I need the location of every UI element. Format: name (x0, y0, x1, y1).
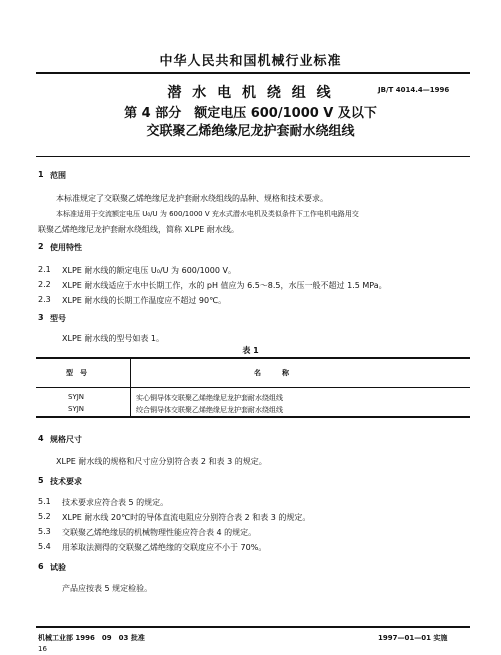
header-rule (36, 72, 470, 74)
clause-5-4-number: 5.4 (38, 542, 51, 551)
section-2-number: 2 (38, 242, 44, 251)
section-3-heading: 型号 (50, 314, 66, 323)
clause-5-2-text: XLPE 耐水线 20℃时的导体直流电阻应分别符合表 2 和表 3 的规定。 (62, 513, 311, 522)
clause-5-1-number: 5.1 (38, 497, 51, 506)
clause-5-3-number: 5.3 (38, 527, 51, 536)
clause-5-4-text: 用苯取法测得的交联聚乙烯绝缘的交联度应不小于 70%。 (62, 543, 267, 552)
section-4-heading: 规格尺寸 (50, 435, 82, 444)
clause-2-3-number: 2.3 (38, 295, 51, 304)
section-1-number: 1 (38, 170, 44, 179)
document-title-line2: 第 4 部分 额定电压 600/1000 V 及以下 (124, 106, 377, 121)
table-row-2-model: SYJN (68, 405, 85, 413)
table-header-name: 名 称 (254, 369, 289, 377)
approval-date: 机械工业部 1996 09 03 批准 (38, 634, 145, 642)
clause-5-2-number: 5.2 (38, 512, 51, 521)
title-rule (36, 156, 470, 157)
table-bottom-rule (36, 416, 470, 418)
implementation-date: 1997—01—01 实施 (378, 634, 448, 642)
table-row-2-name: 绞合铜导体交联聚乙烯绝缘尼龙护套耐水绕组线 (136, 406, 283, 414)
clause-2-2-number: 2.2 (38, 280, 51, 289)
table-header-model: 型 号 (66, 369, 87, 377)
section-1-paragraph-2a: 本标准适用于交流额定电压 U₀/U 为 600/1000 V 充水式潜水电机及类似条件下工作电机电路用交 (56, 210, 359, 218)
table-header-rule (36, 387, 470, 388)
section-3-number: 3 (38, 313, 44, 322)
section-3-paragraph: XLPE 耐水线的型号如表 1。 (62, 334, 164, 343)
table-row-1-model: SYJN (68, 393, 85, 401)
section-6-number: 6 (38, 562, 44, 571)
section-6-heading: 试验 (50, 563, 66, 572)
clause-5-1-text: 技术要求应符合表 5 的规定。 (62, 498, 169, 507)
standard-organization: 中华人民共和国机械行业标准 (159, 54, 342, 69)
section-4-number: 4 (38, 434, 44, 443)
table-top-rule (36, 357, 470, 359)
clause-5-3-text: 交联聚乙烯绝缘层的机械物理性能应符合表 4 的规定。 (62, 528, 257, 537)
section-1-paragraph-1: 本标准规定了交联聚乙烯绝缘尼龙护套耐水绕组线的品种、规格和技术要求。 (56, 194, 328, 203)
section-1-heading: 范围 (50, 171, 66, 180)
section-5-number: 5 (38, 476, 44, 485)
page-number: 16 (38, 645, 47, 653)
clause-2-3-text: XLPE 耐水线的长期工作温度应不超过 90℃。 (62, 296, 227, 305)
table-column-divider (130, 357, 131, 418)
section-5-heading: 技术要求 (50, 477, 82, 486)
section-4-paragraph: XLPE 耐水线的规格和尺寸应分别符合表 2 和表 3 的规定。 (56, 457, 267, 466)
table-row-1-name: 实心铜导体交联聚乙烯绝缘尼龙护套耐水绕组线 (136, 394, 283, 402)
document-title-line1: 潜 水 电 机 绕 组 线 (167, 85, 334, 101)
document-title-line3: 交联聚乙烯绝缘尼龙护套耐水绕组线 (146, 124, 355, 139)
clause-2-2-text: XLPE 耐水线适应于水中长期工作，水的 pH 值应为 6.5～8.5，水压一般不超过 1.5 MPa。 (62, 281, 387, 290)
clause-2-1-text: XLPE 耐水线的额定电压 U₀/U 为 600/1000 V。 (62, 266, 236, 275)
standard-code: JB/T 4014.4—1996 (378, 86, 450, 94)
table-1 (36, 357, 470, 418)
clause-2-1-number: 2.1 (38, 265, 51, 274)
table-1-caption: 表 1 (242, 346, 259, 355)
section-6-paragraph: 产品应按表 5 规定检验。 (62, 584, 153, 593)
footer-rule (36, 626, 470, 628)
section-1-paragraph-2b: 联聚乙烯绝缘尼龙护套耐水绕组线，简称 XLPE 耐水线。 (38, 225, 239, 234)
section-2-heading: 使用特性 (50, 243, 82, 252)
